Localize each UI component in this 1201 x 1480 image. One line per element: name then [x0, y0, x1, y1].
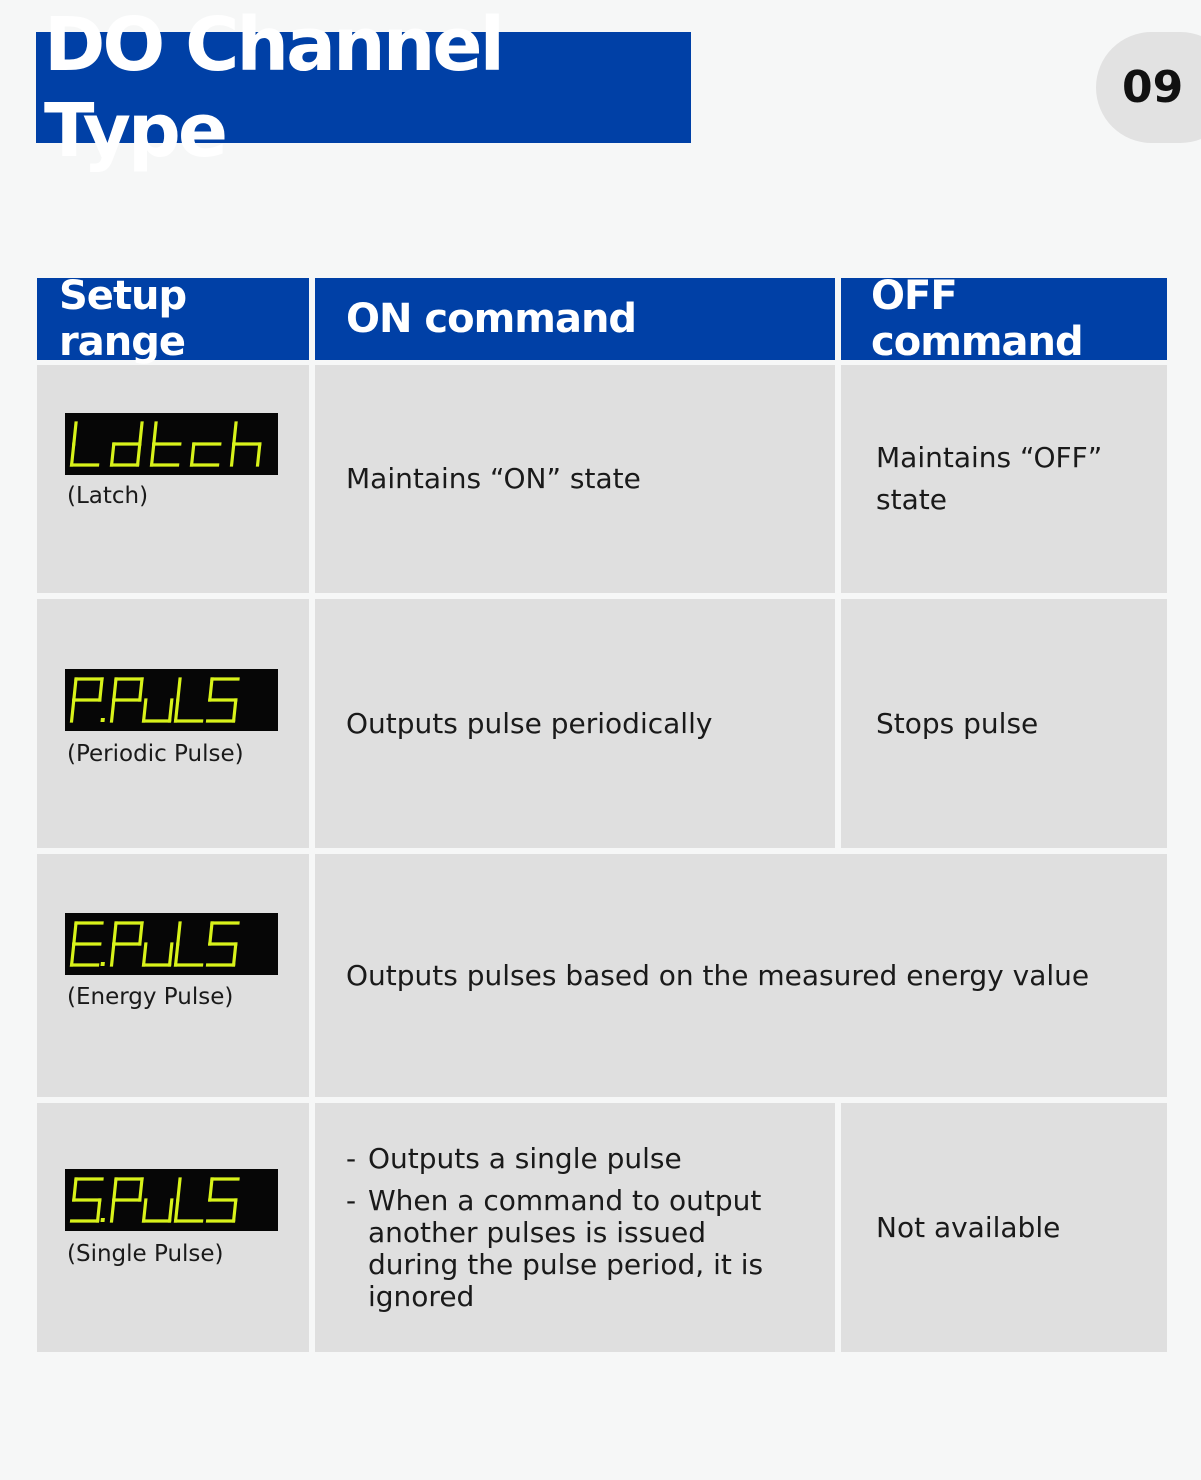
lcd-segment	[114, 1179, 116, 1200]
setup-cell-single-pulse	[37, 1103, 309, 1352]
lcd-segment	[74, 923, 76, 944]
lcd-segment	[112, 700, 114, 721]
off-command-cell: Maintains “OFF” state	[841, 365, 1167, 593]
off-command-cell: Not available	[841, 1103, 1167, 1352]
lcd-digit	[71, 679, 109, 722]
lcd-segment	[114, 679, 116, 700]
lcd-segment	[176, 1200, 178, 1221]
lcd-decimal-point	[100, 718, 104, 722]
lcd-digit	[176, 679, 206, 721]
lcd-display	[65, 913, 278, 975]
lcd-segment	[140, 679, 142, 700]
lcd-digit	[144, 1200, 172, 1221]
lcd-segment	[140, 423, 142, 444]
mode-label: (Periodic Pulse)	[67, 741, 244, 767]
lcd-segment	[234, 423, 236, 444]
lcd-segment	[192, 444, 194, 465]
setup-cell-energy-pulse	[37, 854, 309, 1097]
lcd-segment	[176, 944, 178, 965]
lcd-display	[65, 1169, 278, 1231]
lcd-segment	[170, 1200, 172, 1221]
lcd-segment	[178, 679, 180, 700]
lcd-segment	[234, 700, 236, 721]
header-setup-range: Setup range	[37, 278, 309, 360]
lcd-segment	[178, 923, 180, 944]
lcd-digit	[112, 679, 142, 721]
lcd-segment	[144, 700, 146, 721]
header-off-command: OFF command	[841, 278, 1167, 360]
lcd-digit	[176, 923, 206, 965]
on-command-cell: Maintains “ON” state	[315, 365, 835, 593]
lcd-segment	[152, 444, 154, 465]
mode-label: (Latch)	[67, 483, 149, 509]
lcd-digit	[152, 423, 182, 465]
bullet-item: - When a command to output another pulses is issued during the pulse period, it is ignored	[346, 1185, 795, 1313]
bullet-text: When a command to output another pulses is issued during the pulse period, it is ignored	[368, 1183, 764, 1313]
lcd-segment	[234, 944, 236, 965]
lcd-digit	[208, 1179, 238, 1221]
lcd-segment	[74, 1179, 76, 1200]
lcd-segment	[178, 1179, 180, 1200]
lcd-segment	[144, 944, 146, 965]
lcd-segment	[72, 444, 74, 465]
setup-cell-latch	[37, 365, 309, 593]
lcd-decimal-point	[100, 1218, 104, 1222]
lcd-segment	[144, 1200, 146, 1221]
lcd-segment	[154, 423, 156, 444]
on-off-command-cell: Outputs pulses based on the measured energy value	[315, 854, 1167, 1097]
lcd-display	[65, 669, 278, 731]
lcd-segment	[72, 700, 74, 721]
mode-label: (Energy Pulse)	[67, 984, 234, 1010]
lcd-segment	[258, 444, 260, 465]
lcd-segment	[232, 444, 234, 465]
lcd-digit	[232, 423, 262, 465]
lcd-segment	[210, 679, 212, 700]
lcd-digit	[71, 923, 109, 966]
lcd-segment	[72, 944, 74, 965]
lcd-segment	[176, 700, 178, 721]
lcd-segment	[170, 944, 172, 965]
lcd-segment	[138, 444, 140, 465]
lcd-segment	[112, 1200, 114, 1221]
lcd-segment	[74, 679, 76, 700]
lcd-segment	[112, 444, 114, 465]
lcd-segment	[210, 923, 212, 944]
lcd-segment	[98, 1200, 100, 1221]
lcd-digit	[144, 944, 172, 965]
lcd-segment	[140, 1179, 142, 1200]
lcd-digit	[112, 423, 142, 465]
on-command-cell: Outputs pulse periodically	[315, 599, 835, 848]
lcd-segment	[140, 923, 142, 944]
lcd-segment	[100, 679, 102, 700]
lcd-digit	[208, 923, 238, 965]
bullet-text: Outputs a single pulse	[368, 1141, 682, 1175]
lcd-segment	[234, 1200, 236, 1221]
lcd-display	[65, 413, 278, 475]
lcd-digit	[192, 444, 220, 465]
lcd-segment	[114, 923, 116, 944]
lcd-digit	[112, 1179, 142, 1221]
lcd-digit	[144, 700, 172, 721]
mode-label: (Single Pulse)	[67, 1241, 224, 1267]
lcd-digit	[176, 1179, 206, 1221]
lcd-segment	[170, 700, 172, 721]
setup-cell-periodic-pulse	[37, 599, 309, 848]
off-command-cell: Stops pulse	[841, 599, 1167, 848]
lcd-digit	[72, 423, 102, 465]
lcd-segment	[74, 423, 76, 444]
lcd-segment	[210, 1179, 212, 1200]
page-number: 09	[1096, 32, 1201, 143]
page-title: DO Channel Type	[36, 32, 691, 143]
bullet-item: - Outputs a single pulse	[346, 1141, 682, 1175]
lcd-digit	[71, 1179, 109, 1222]
lcd-digit	[208, 679, 238, 721]
lcd-decimal-point	[100, 962, 104, 966]
lcd-digit	[112, 923, 142, 965]
lcd-segment	[112, 944, 114, 965]
header-on-command: ON command	[315, 278, 835, 360]
on-command-cell	[315, 1103, 835, 1352]
